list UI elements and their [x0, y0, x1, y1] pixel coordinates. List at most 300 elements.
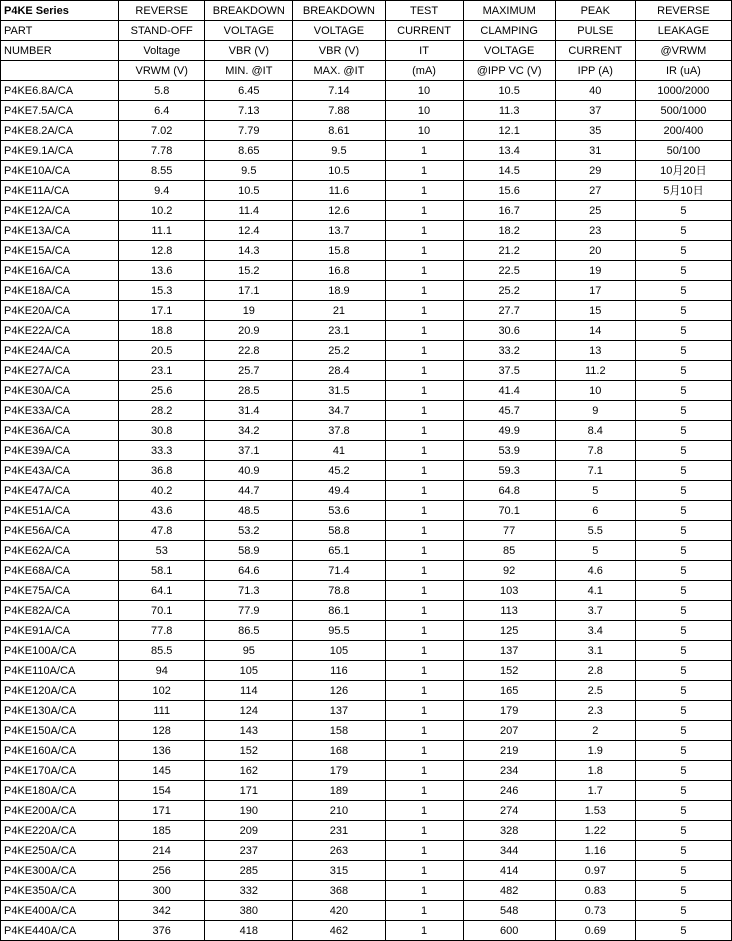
data-cell: 5: [635, 281, 731, 301]
data-cell: 58.1: [119, 561, 205, 581]
column-header: TEST: [385, 1, 463, 21]
data-cell: 5: [635, 901, 731, 921]
data-cell: 9.4: [119, 181, 205, 201]
header-label: [1, 61, 119, 81]
data-cell: 12.8: [119, 241, 205, 261]
data-cell: 13.4: [463, 141, 555, 161]
data-cell: 28.2: [119, 401, 205, 421]
data-cell: 58.9: [205, 541, 293, 561]
data-cell: 6: [555, 501, 635, 521]
table-row: [1, 81, 732, 101]
table-row: [1, 361, 732, 381]
data-cell: 95: [205, 641, 293, 661]
part-number-cell: P4KE100A/CA: [1, 641, 119, 661]
data-cell: 40: [555, 81, 635, 101]
data-cell: 285: [205, 861, 293, 881]
data-cell: 274: [463, 801, 555, 821]
data-cell: 10: [385, 121, 463, 141]
data-cell: 5: [635, 461, 731, 481]
data-cell: 64.1: [119, 581, 205, 601]
table-row: [1, 321, 732, 341]
part-number-cell: P4KE16A/CA: [1, 261, 119, 281]
data-cell: 1: [385, 481, 463, 501]
part-number-cell: P4KE24A/CA: [1, 341, 119, 361]
data-cell: 11.4: [205, 201, 293, 221]
data-cell: 5: [635, 201, 731, 221]
part-number-cell: P4KE8.2A/CA: [1, 121, 119, 141]
table-row: [1, 781, 732, 801]
data-cell: 246: [463, 781, 555, 801]
data-cell: 1: [385, 661, 463, 681]
data-cell: 5: [635, 221, 731, 241]
data-cell: 7.02: [119, 121, 205, 141]
data-cell: 10: [385, 81, 463, 101]
data-cell: 5: [635, 481, 731, 501]
column-header: VBR (V): [293, 41, 385, 61]
column-header: @VRWM: [635, 41, 731, 61]
data-cell: 5: [635, 641, 731, 661]
data-cell: 1: [385, 241, 463, 261]
table-row: [1, 601, 732, 621]
data-cell: 420: [293, 901, 385, 921]
data-cell: 2.8: [555, 661, 635, 681]
data-cell: 342: [119, 901, 205, 921]
table-row: [1, 161, 732, 181]
data-cell: 11.6: [293, 181, 385, 201]
column-header: PEAK: [555, 1, 635, 21]
part-number-cell: P4KE62A/CA: [1, 541, 119, 561]
data-cell: 77: [463, 521, 555, 541]
column-header: PULSE: [555, 21, 635, 41]
data-cell: 418: [205, 921, 293, 941]
column-header: BREAKDOWN: [205, 1, 293, 21]
data-cell: 10.2: [119, 201, 205, 221]
table-row: [1, 441, 732, 461]
data-cell: 20: [555, 241, 635, 261]
data-cell: 300: [119, 881, 205, 901]
data-cell: 10月20日: [635, 161, 731, 181]
data-cell: 1: [385, 781, 463, 801]
data-cell: 500/1000: [635, 101, 731, 121]
data-cell: 2.3: [555, 701, 635, 721]
data-cell: 5: [635, 721, 731, 741]
data-cell: 190: [205, 801, 293, 821]
data-cell: 37.5: [463, 361, 555, 381]
table-row: [1, 661, 732, 681]
data-cell: 189: [293, 781, 385, 801]
data-cell: 137: [463, 641, 555, 661]
data-cell: 256: [119, 861, 205, 881]
data-cell: 25.2: [293, 341, 385, 361]
data-cell: 5: [635, 921, 731, 941]
data-cell: 380: [205, 901, 293, 921]
table-header-row: [1, 1, 732, 21]
data-cell: 86.5: [205, 621, 293, 641]
data-cell: 1: [385, 401, 463, 421]
part-number-cell: P4KE6.8A/CA: [1, 81, 119, 101]
data-cell: 6.45: [205, 81, 293, 101]
data-cell: 145: [119, 761, 205, 781]
data-cell: 5: [635, 501, 731, 521]
data-cell: 77.8: [119, 621, 205, 641]
data-cell: 5: [635, 541, 731, 561]
data-cell: 113: [463, 601, 555, 621]
data-cell: 128: [119, 721, 205, 741]
data-cell: 77.9: [205, 601, 293, 621]
data-cell: 19: [555, 261, 635, 281]
data-cell: 7.79: [205, 121, 293, 141]
part-number-cell: P4KE180A/CA: [1, 781, 119, 801]
data-cell: 1: [385, 181, 463, 201]
data-cell: 16.8: [293, 261, 385, 281]
data-cell: 94: [119, 661, 205, 681]
data-cell: 12.6: [293, 201, 385, 221]
table-header-row: [1, 61, 732, 81]
data-cell: 15: [555, 301, 635, 321]
data-cell: 1: [385, 761, 463, 781]
part-number-cell: P4KE56A/CA: [1, 521, 119, 541]
table-header-row: [1, 41, 732, 61]
data-cell: 1: [385, 821, 463, 841]
data-cell: 5: [635, 801, 731, 821]
data-cell: 30.6: [463, 321, 555, 341]
part-number-cell: P4KE9.1A/CA: [1, 141, 119, 161]
column-header: VRWM (V): [119, 61, 205, 81]
data-cell: 59.3: [463, 461, 555, 481]
data-cell: 1: [385, 501, 463, 521]
data-cell: 8.4: [555, 421, 635, 441]
data-cell: 3.7: [555, 601, 635, 621]
column-header: @IPP VC (V): [463, 61, 555, 81]
data-cell: 5: [635, 341, 731, 361]
data-cell: 70.1: [119, 601, 205, 621]
data-cell: 15.3: [119, 281, 205, 301]
data-cell: 137: [293, 701, 385, 721]
data-cell: 71.4: [293, 561, 385, 581]
table-row: [1, 701, 732, 721]
data-cell: 105: [293, 641, 385, 661]
data-cell: 1: [385, 601, 463, 621]
data-cell: 17.1: [205, 281, 293, 301]
data-cell: 85: [463, 541, 555, 561]
data-cell: 43.6: [119, 501, 205, 521]
column-header: VOLTAGE: [293, 21, 385, 41]
header-label: PART: [1, 21, 119, 41]
data-cell: 11.2: [555, 361, 635, 381]
data-cell: 35: [555, 121, 635, 141]
data-cell: 5: [555, 541, 635, 561]
data-cell: 116: [293, 661, 385, 681]
data-cell: 5: [635, 621, 731, 641]
data-cell: 171: [205, 781, 293, 801]
data-cell: 53: [119, 541, 205, 561]
column-header: REVERSE: [635, 1, 731, 21]
data-cell: 1: [385, 581, 463, 601]
data-cell: 20.5: [119, 341, 205, 361]
part-number-cell: P4KE75A/CA: [1, 581, 119, 601]
part-number-cell: P4KE170A/CA: [1, 761, 119, 781]
data-cell: 2.5: [555, 681, 635, 701]
data-cell: 5: [635, 881, 731, 901]
column-header: MIN. @IT: [205, 61, 293, 81]
column-header: CURRENT: [555, 41, 635, 61]
data-cell: 10.5: [293, 161, 385, 181]
data-cell: 70.1: [463, 501, 555, 521]
data-cell: 152: [463, 661, 555, 681]
data-cell: 23: [555, 221, 635, 241]
table-row: [1, 201, 732, 221]
part-number-cell: P4KE33A/CA: [1, 401, 119, 421]
data-cell: 179: [463, 701, 555, 721]
data-cell: 8.65: [205, 141, 293, 161]
part-number-cell: P4KE250A/CA: [1, 841, 119, 861]
data-cell: 1: [385, 341, 463, 361]
part-number-cell: P4KE36A/CA: [1, 421, 119, 441]
table-row: [1, 901, 732, 921]
data-cell: 36.8: [119, 461, 205, 481]
table-row: [1, 721, 732, 741]
data-cell: 1: [385, 741, 463, 761]
data-cell: 4.6: [555, 561, 635, 581]
data-cell: 5: [635, 761, 731, 781]
data-cell: 1: [385, 621, 463, 641]
data-cell: 13: [555, 341, 635, 361]
data-cell: 71.3: [205, 581, 293, 601]
table-row: [1, 301, 732, 321]
column-header: MAXIMUM: [463, 1, 555, 21]
data-cell: 19: [205, 301, 293, 321]
data-cell: 263: [293, 841, 385, 861]
data-cell: 1: [385, 561, 463, 581]
data-cell: 214: [119, 841, 205, 861]
data-cell: 1: [385, 261, 463, 281]
data-cell: 1: [385, 201, 463, 221]
data-cell: 1.53: [555, 801, 635, 821]
data-cell: 9.5: [205, 161, 293, 181]
part-number-cell: P4KE300A/CA: [1, 861, 119, 881]
data-cell: 17: [555, 281, 635, 301]
data-cell: 234: [463, 761, 555, 781]
data-cell: 44.7: [205, 481, 293, 501]
data-cell: 6.4: [119, 101, 205, 121]
table-row: [1, 641, 732, 661]
part-number-cell: P4KE22A/CA: [1, 321, 119, 341]
data-cell: 31: [555, 141, 635, 161]
data-cell: 10: [555, 381, 635, 401]
table-row: [1, 121, 732, 141]
data-cell: 0.97: [555, 861, 635, 881]
column-header: VOLTAGE: [463, 41, 555, 61]
part-number-cell: P4KE160A/CA: [1, 741, 119, 761]
column-header: Voltage: [119, 41, 205, 61]
data-cell: 25.6: [119, 381, 205, 401]
table-row: [1, 261, 732, 281]
data-cell: 1.7: [555, 781, 635, 801]
data-cell: 0.69: [555, 921, 635, 941]
table-row: [1, 521, 732, 541]
part-number-cell: P4KE7.5A/CA: [1, 101, 119, 121]
part-number-cell: P4KE11A/CA: [1, 181, 119, 201]
table-row: [1, 401, 732, 421]
data-cell: 1000/2000: [635, 81, 731, 101]
data-cell: 5: [635, 261, 731, 281]
data-cell: 3.4: [555, 621, 635, 641]
data-cell: 37: [555, 101, 635, 121]
table-body: [1, 1, 732, 941]
data-cell: 14.5: [463, 161, 555, 181]
data-cell: 7.13: [205, 101, 293, 121]
table-row: [1, 421, 732, 441]
data-cell: 12.4: [205, 221, 293, 241]
data-cell: 34.2: [205, 421, 293, 441]
data-cell: 5: [635, 441, 731, 461]
data-cell: 85.5: [119, 641, 205, 661]
part-number-cell: P4KE130A/CA: [1, 701, 119, 721]
table-row: [1, 461, 732, 481]
data-cell: 18.8: [119, 321, 205, 341]
data-cell: 5: [635, 381, 731, 401]
data-cell: 8.55: [119, 161, 205, 181]
data-cell: 34.7: [293, 401, 385, 421]
data-cell: 5: [635, 821, 731, 841]
data-cell: 49.9: [463, 421, 555, 441]
data-cell: 1: [385, 841, 463, 861]
column-header: REVERSE: [119, 1, 205, 21]
data-cell: 1: [385, 521, 463, 541]
table-row: [1, 281, 732, 301]
data-cell: 210: [293, 801, 385, 821]
data-cell: 5: [635, 321, 731, 341]
data-cell: 1: [385, 281, 463, 301]
data-cell: 23.1: [293, 321, 385, 341]
data-cell: 1: [385, 861, 463, 881]
data-cell: 376: [119, 921, 205, 941]
data-cell: 209: [205, 821, 293, 841]
data-cell: 200/400: [635, 121, 731, 141]
data-cell: 15.6: [463, 181, 555, 201]
column-header: CURRENT: [385, 21, 463, 41]
data-cell: 37.8: [293, 421, 385, 441]
data-cell: 5: [635, 421, 731, 441]
data-cell: 40.9: [205, 461, 293, 481]
part-number-cell: P4KE15A/CA: [1, 241, 119, 261]
data-cell: 33.3: [119, 441, 205, 461]
data-cell: 231: [293, 821, 385, 841]
data-cell: 10.5: [463, 81, 555, 101]
data-cell: 47.8: [119, 521, 205, 541]
data-cell: 95.5: [293, 621, 385, 641]
part-number-cell: P4KE120A/CA: [1, 681, 119, 701]
data-cell: 1: [385, 541, 463, 561]
table-header-row: [1, 21, 732, 41]
column-header: CLAMPING: [463, 21, 555, 41]
data-cell: 1: [385, 721, 463, 741]
data-cell: 21.2: [463, 241, 555, 261]
data-cell: 37.1: [205, 441, 293, 461]
table-row: [1, 801, 732, 821]
data-cell: 18.2: [463, 221, 555, 241]
table-row: [1, 561, 732, 581]
data-cell: 17.1: [119, 301, 205, 321]
data-cell: 25: [555, 201, 635, 221]
data-cell: 126: [293, 681, 385, 701]
data-cell: 5: [635, 241, 731, 261]
data-cell: 53.2: [205, 521, 293, 541]
column-header: (mA): [385, 61, 463, 81]
data-cell: 5: [635, 661, 731, 681]
data-cell: 7.8: [555, 441, 635, 461]
table-row: [1, 221, 732, 241]
data-cell: 1: [385, 881, 463, 901]
part-number-cell: P4KE12A/CA: [1, 201, 119, 221]
data-cell: 14: [555, 321, 635, 341]
data-cell: 23.1: [119, 361, 205, 381]
data-cell: 5: [635, 581, 731, 601]
data-cell: 179: [293, 761, 385, 781]
data-cell: 219: [463, 741, 555, 761]
part-number-cell: P4KE350A/CA: [1, 881, 119, 901]
data-cell: 102: [119, 681, 205, 701]
data-cell: 25.7: [205, 361, 293, 381]
table-row: [1, 501, 732, 521]
data-cell: 103: [463, 581, 555, 601]
data-cell: 2: [555, 721, 635, 741]
data-cell: 136: [119, 741, 205, 761]
data-cell: 22.8: [205, 341, 293, 361]
table-row: [1, 621, 732, 641]
data-cell: 5: [635, 701, 731, 721]
data-cell: 1: [385, 901, 463, 921]
data-cell: 45.2: [293, 461, 385, 481]
table-row: [1, 861, 732, 881]
data-cell: 14.3: [205, 241, 293, 261]
data-cell: 5: [635, 401, 731, 421]
data-cell: 78.8: [293, 581, 385, 601]
table-row: [1, 141, 732, 161]
part-number-cell: P4KE200A/CA: [1, 801, 119, 821]
data-cell: 5: [635, 781, 731, 801]
table-row: [1, 341, 732, 361]
part-number-cell: P4KE18A/CA: [1, 281, 119, 301]
data-cell: 1.16: [555, 841, 635, 861]
data-cell: 1: [385, 921, 463, 941]
data-cell: 171: [119, 801, 205, 821]
data-cell: 18.9: [293, 281, 385, 301]
data-cell: 15.2: [205, 261, 293, 281]
data-cell: 114: [205, 681, 293, 701]
data-cell: 5.8: [119, 81, 205, 101]
data-cell: 7.1: [555, 461, 635, 481]
table-row: [1, 101, 732, 121]
column-header: VOLTAGE: [205, 21, 293, 41]
table-row: [1, 921, 732, 941]
table-row: [1, 741, 732, 761]
data-cell: 7.78: [119, 141, 205, 161]
data-cell: 31.5: [293, 381, 385, 401]
part-number-cell: P4KE30A/CA: [1, 381, 119, 401]
data-cell: 29: [555, 161, 635, 181]
data-cell: 154: [119, 781, 205, 801]
table-row: [1, 761, 732, 781]
data-cell: 86.1: [293, 601, 385, 621]
data-cell: 53.9: [463, 441, 555, 461]
data-cell: 5: [635, 301, 731, 321]
data-cell: 1: [385, 301, 463, 321]
data-cell: 5: [635, 601, 731, 621]
data-cell: 5: [635, 521, 731, 541]
data-cell: 64.8: [463, 481, 555, 501]
data-cell: 20.9: [205, 321, 293, 341]
